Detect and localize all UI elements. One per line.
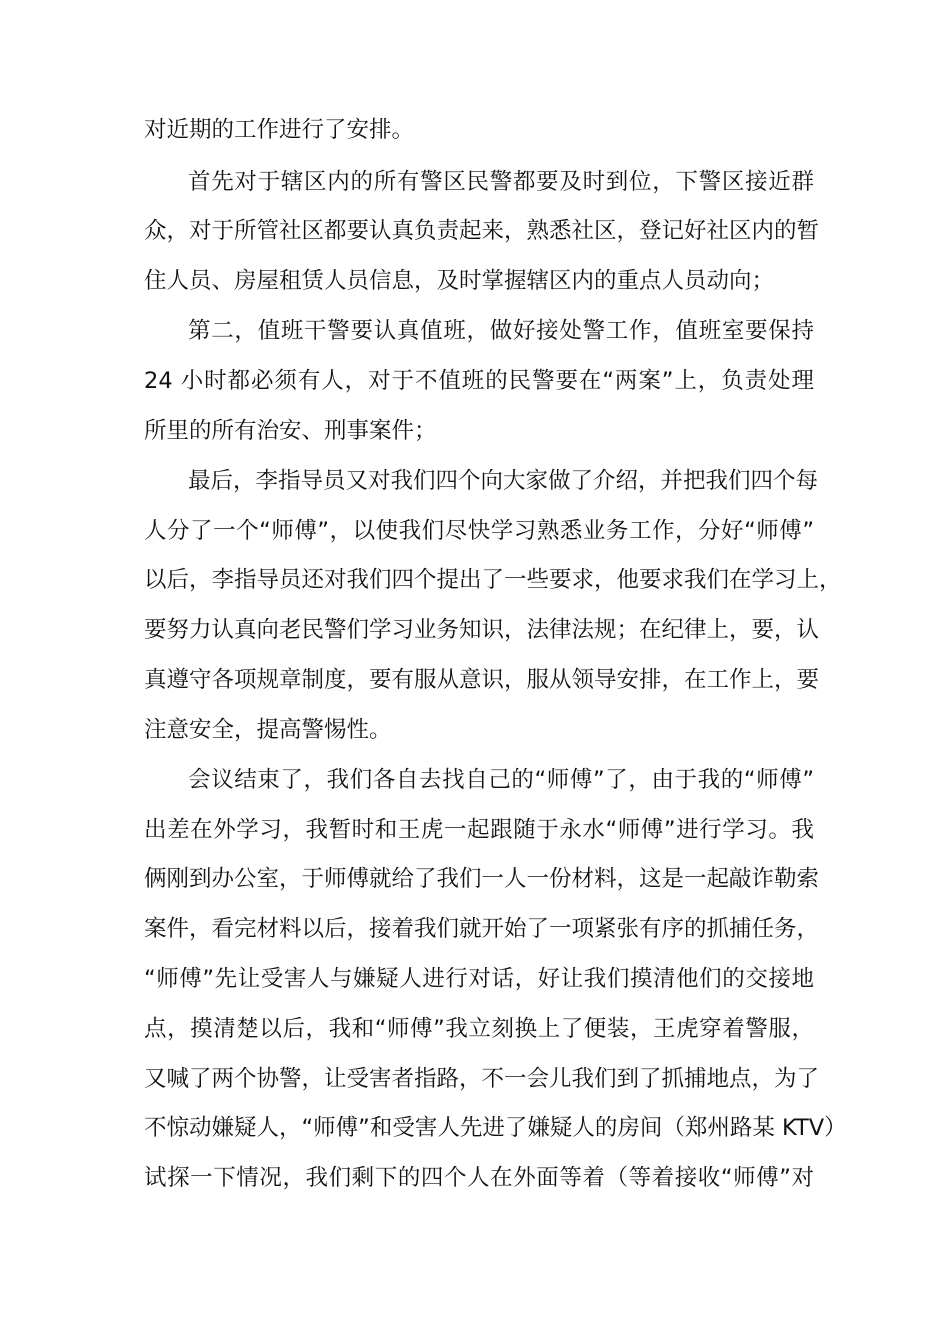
text-line-18: “师傅”先让受害人与嫌疑人进行对话，好让我们摸清他们的交接地	[144, 966, 814, 992]
text-line-15: 出差在外学习，我暂时和王虎一起跟随于永水“师傅”进行学习。我	[144, 817, 814, 843]
text-line-19: 点，摸清楚以后，我和“师傅”我立刻换上了便装，王虎穿着警服，	[144, 1016, 814, 1042]
text-line-16: 俩刚到办公室，于师傅就给了我们一人一份材料，这是一起敲诈勒索	[144, 866, 820, 892]
text-line-8: 最后，李指导员又对我们四个向大家做了介绍，并把我们四个每	[188, 468, 819, 494]
text-line-13: 注意安全，提高警惕性。	[144, 717, 392, 743]
text-line-4: 住人员、房屋租赁人员信息，及时掌握辖区内的重点人员动向；	[144, 268, 775, 294]
text-line-22: 试探一下情况，我们剩下的四个人在外面等着（等着接收“师傅”对	[144, 1165, 814, 1191]
text-line-12: 真遵守各项规章制度，要有服从意识，服从领导安排，在工作上，要	[144, 667, 820, 693]
text-line-1: 对近期的工作进行了安排。	[144, 117, 415, 143]
text-line-7: 所里的所有治安、刑事案件；	[144, 418, 437, 444]
text-line-5: 第二，值班干警要认真值班，做好接处警工作，值班室要保持	[188, 318, 814, 344]
text-line-3: 众，对于所管社区都要认真负责起来，熟悉社区，登记好社区内的暂	[144, 218, 820, 244]
text-line-10: 以后，李指导员还对我们四个提出了一些要求，他要求我们在学习上，	[144, 567, 842, 593]
text-line-2: 首先对于辖区内的所有警区民警都要及时到位，下警区接近群	[188, 169, 814, 195]
text-line-14: 会议结束了，我们各自去找自己的“师傅”了，由于我的“师傅”	[188, 767, 814, 793]
text-line-6: 24 小时都必须有人，对于不值班的民警要在“两案”上，负责处理	[144, 368, 814, 394]
text-line-17: 案件，看完材料以后，接着我们就开始了一项紧张有序的抓捕任务，	[144, 916, 820, 942]
text-line-11: 要努力认真向老民警们学习业务知识，法律法规；在纪律上，要，认	[144, 617, 820, 643]
text-line-21: 不惊动嫌疑人，“师傅”和受害人先进了嫌疑人的房间（郑州路某 KTV）	[144, 1115, 847, 1141]
text-line-20: 又喊了两个协警，让受害者指路，不一会儿我们到了抓捕地点，为了	[144, 1066, 820, 1092]
text-line-9: 人分了一个“师傅”，以使我们尽快学习熟悉业务工作，分好“师傅”	[144, 518, 814, 544]
